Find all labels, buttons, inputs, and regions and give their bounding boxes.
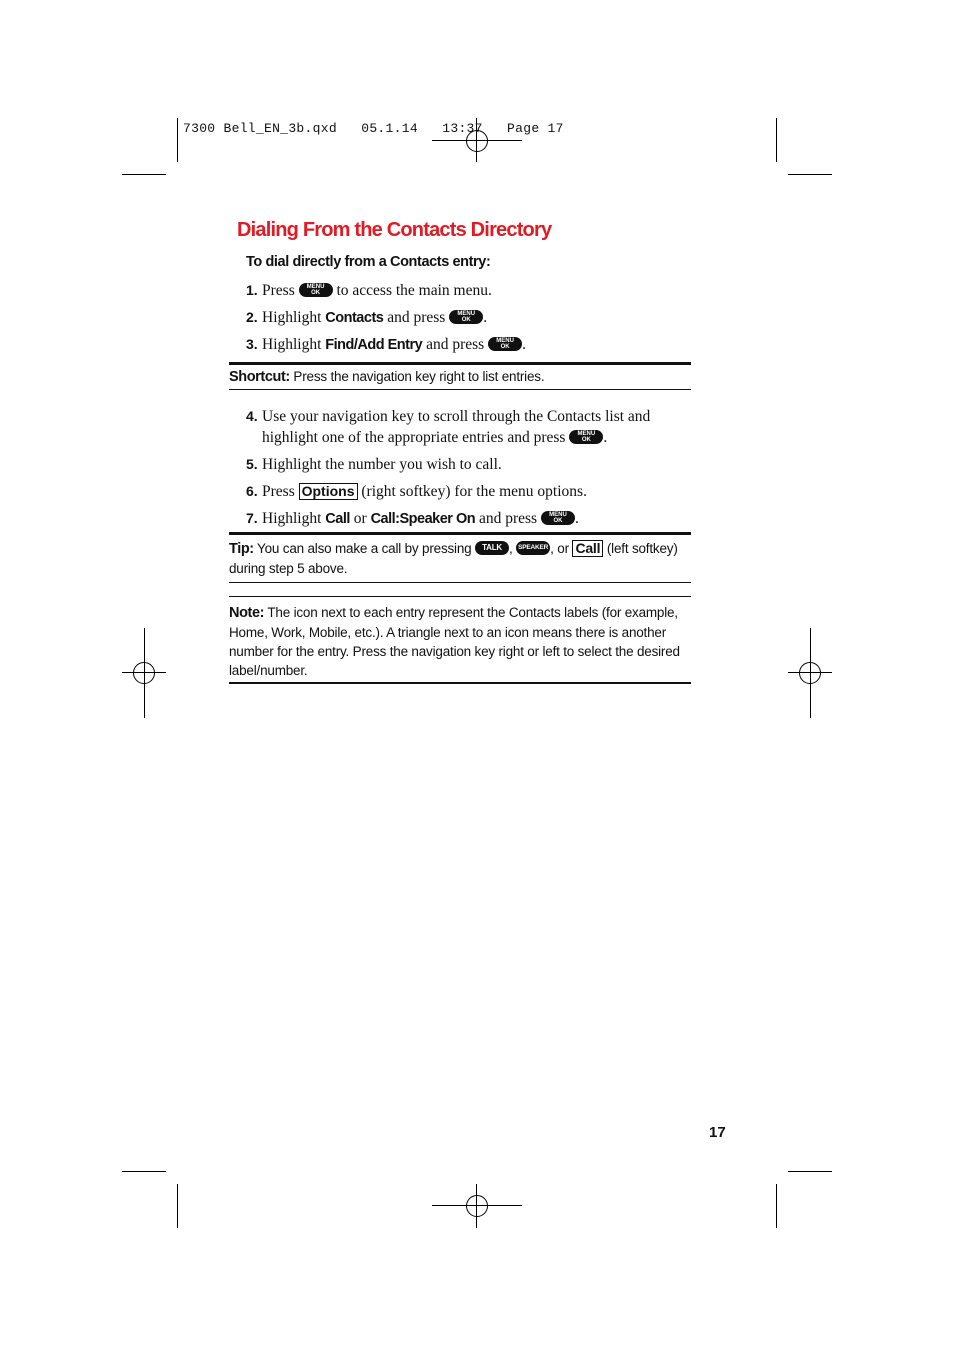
step-7: 7. Highlight Call or Call:Speaker On and press MENU OK . <box>246 510 579 527</box>
options-softkey-label: Options <box>299 483 358 500</box>
crop-mark-bottom-left-v <box>177 1184 178 1228</box>
crop-mark-top-right-v <box>776 118 777 162</box>
tip-box: Tip: You can also make a call by pressing TALK , SPEAKER , or Call (left softkey) during step 5 above. <box>229 540 678 576</box>
page-number: 17 <box>709 1124 726 1141</box>
talk-key-icon: TALK <box>475 541 509 555</box>
shortcut-rule-bottom <box>229 389 691 390</box>
section-title: Dialing From the Contacts Directory <box>237 219 552 241</box>
crop-mark-top-right-h <box>788 174 832 175</box>
note-box: Note: The icon next to each entry represent the Contacts labels (for example, Home, Work, Mobile, etc.). A triangle next to an icon means there is another number for the entry. Press the navigation key right or left to select the desired label/number. <box>229 605 680 678</box>
shortcut-box: Shortcut: Press the navigation key right to list entries. <box>229 369 545 385</box>
step-5: 5. Highlight the number you wish to call. <box>246 456 502 473</box>
step-4: 4. Use your navigation key to scroll through the Contacts list and highlight one of the appropriate entries and press MENU OK . <box>246 408 651 446</box>
crop-mark-top-left-v <box>177 118 178 162</box>
file-slug: 7300 Bell_EN_3b.qxd 05.1.14 13:37 Page 17 <box>183 121 564 136</box>
crop-mark-bottom-right-h <box>788 1171 832 1172</box>
menu-ok-key-icon: MENU OK <box>541 511 575 525</box>
note-rule-bottom <box>229 682 691 684</box>
tip-rule-top <box>229 532 691 535</box>
step-3: 3. Highlight Find/Add Entry and press MENU OK . <box>246 336 526 353</box>
step-1: 1. Press MENU OK to access the main menu. <box>246 282 492 299</box>
menu-ok-key-icon: MENU OK <box>299 283 333 297</box>
menu-ok-key-icon: MENU OK <box>449 310 483 324</box>
note-rule-top <box>229 596 691 597</box>
tip-rule-bottom <box>229 582 691 583</box>
shortcut-rule-top <box>229 362 691 365</box>
crop-mark-bottom-left-h <box>122 1171 166 1172</box>
menu-ok-key-icon: MENU OK <box>488 337 522 351</box>
menu-ok-key-icon: MENU OK <box>569 430 603 444</box>
speaker-key-icon: SPEAKER <box>516 541 550 555</box>
step-6: 6. Press Options (right softkey) for the menu options. <box>246 483 587 500</box>
crop-mark-bottom-right-v <box>776 1184 777 1228</box>
step-2: 2. Highlight Contacts and press MENU OK . <box>246 309 488 326</box>
crop-mark-top-left-h <box>122 174 166 175</box>
call-softkey-label: Call <box>572 540 603 557</box>
intro-text: To dial directly from a Contacts entry: <box>246 254 491 270</box>
